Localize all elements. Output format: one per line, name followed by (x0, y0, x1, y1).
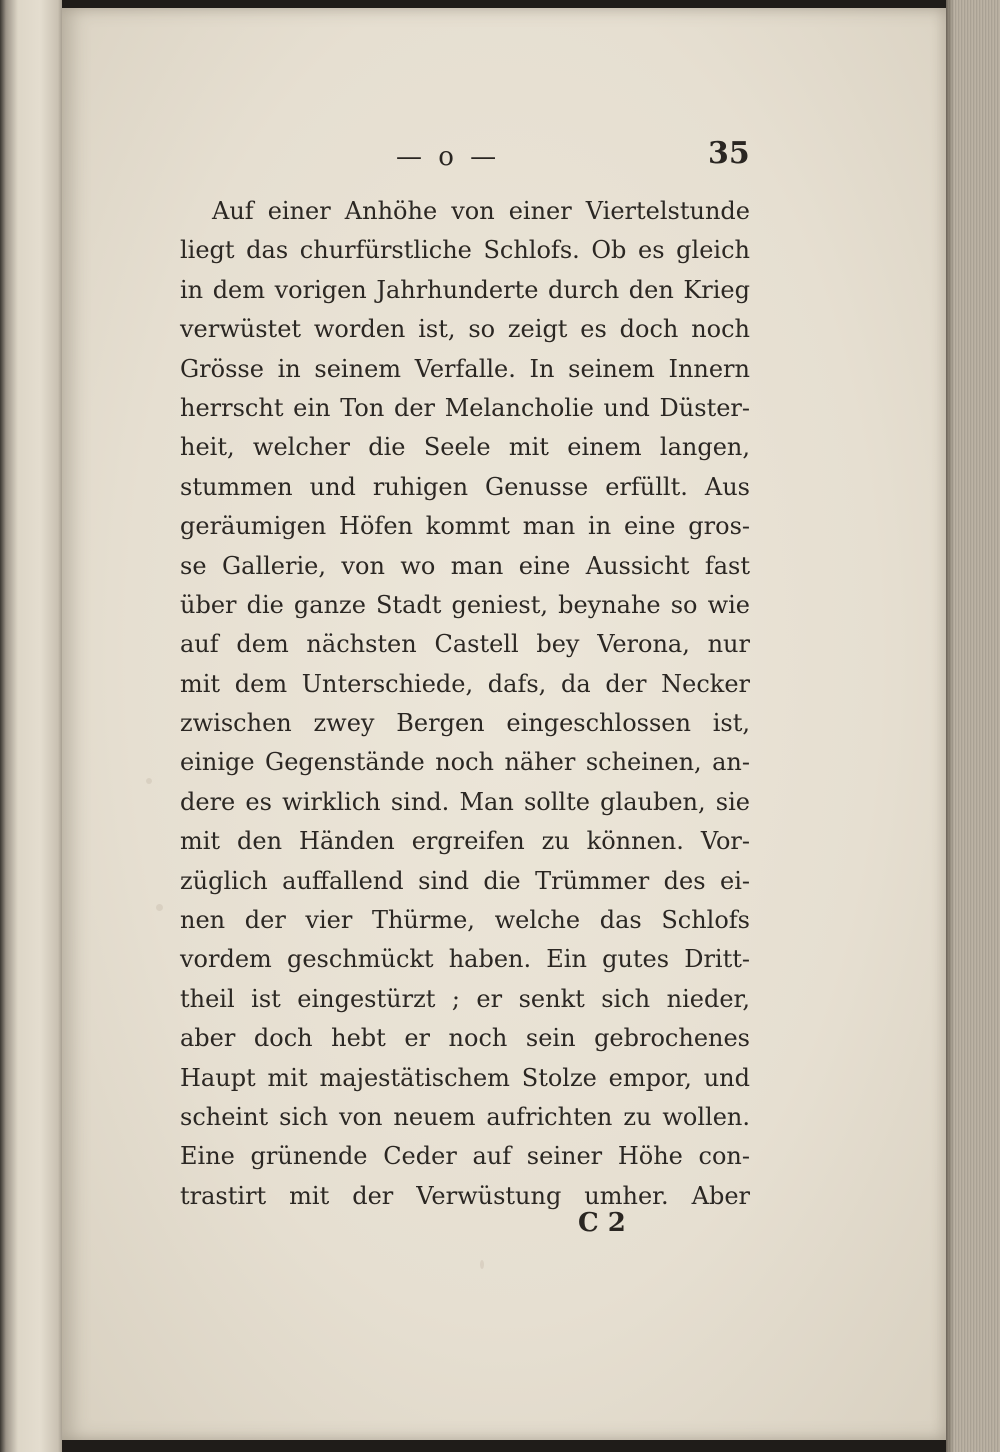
text-line: einige Gegenstände noch näher scheinen, an- (180, 748, 750, 777)
text-line: nen der vier Thürme, welche das Schlofs (180, 906, 750, 935)
text-line: aber doch hebt er noch sein gebrochenes (180, 1024, 750, 1053)
text-line: scheint sich von neuem aufrichten zu wollen. (180, 1102, 750, 1131)
text-line: Haupt mit majestätischem Stolze empor, und (180, 1063, 750, 1092)
page-number: 35 (708, 136, 750, 171)
printer-signature-mark: C 2 (578, 1208, 626, 1238)
text-line: herrscht ein Ton der Melancholie und Düster- (180, 393, 750, 422)
text-line: geräumigen Höfen kommt man in eine gros- (180, 512, 750, 541)
running-head-ornament: — o — (396, 142, 501, 172)
text-line: Auf einer Anhöhe von einer Viertelstunde (212, 197, 750, 225)
paper-stain (156, 904, 163, 911)
text-line: dere es wirklich sind. Man sollte glauben, sie (180, 787, 750, 816)
paper-stain (480, 1260, 484, 1269)
text-line: Eine grünende Ceder auf seiner Höhe con- (180, 1142, 750, 1171)
text-line: heit, welcher die Seele mit einem langen, (180, 433, 750, 462)
left-page-edge (0, 0, 62, 1452)
page-stack-edge (946, 0, 1000, 1452)
text-line: mit den Händen ergreifen zu können. Vor- (180, 827, 750, 856)
body-text (180, 192, 750, 1216)
text-line: in dem vorigen Jahrhunderte durch den Krieg (180, 275, 750, 304)
text-line: vordem geschmückt haben. Ein gutes Dritt- (180, 945, 750, 974)
text-line: züglich auffallend sind die Trümmer des ei- (180, 866, 750, 895)
text-line: se Gallerie, von wo man eine Aussicht fast (180, 551, 750, 580)
text-line: mit dem Unterschiede, dafs, da der Necker (180, 669, 750, 698)
text-line: über die ganze Stadt geniest, beynahe so wie (180, 590, 750, 619)
text-line: liegt das churfürstliche Schlofs. Ob es gleich (180, 236, 750, 265)
text-line: zwischen zwey Bergen eingeschlossen ist, (180, 709, 750, 738)
text-line: auf dem nächsten Castell bey Verona, nur (180, 630, 750, 659)
text-line: Grösse in seinem Verfalle. In seinem Innern (180, 354, 750, 383)
text-line: trastirt mit der Verwüstung umher. Aber (180, 1181, 750, 1210)
paper-stain (146, 778, 152, 784)
text-line: theil ist eingestürzt ; er senkt sich nieder, (180, 984, 750, 1013)
text-line: stummen und ruhigen Genusse erfüllt. Aus (180, 472, 750, 501)
text-line: verwüstet worden ist, so zeigt es doch noch (180, 315, 750, 344)
